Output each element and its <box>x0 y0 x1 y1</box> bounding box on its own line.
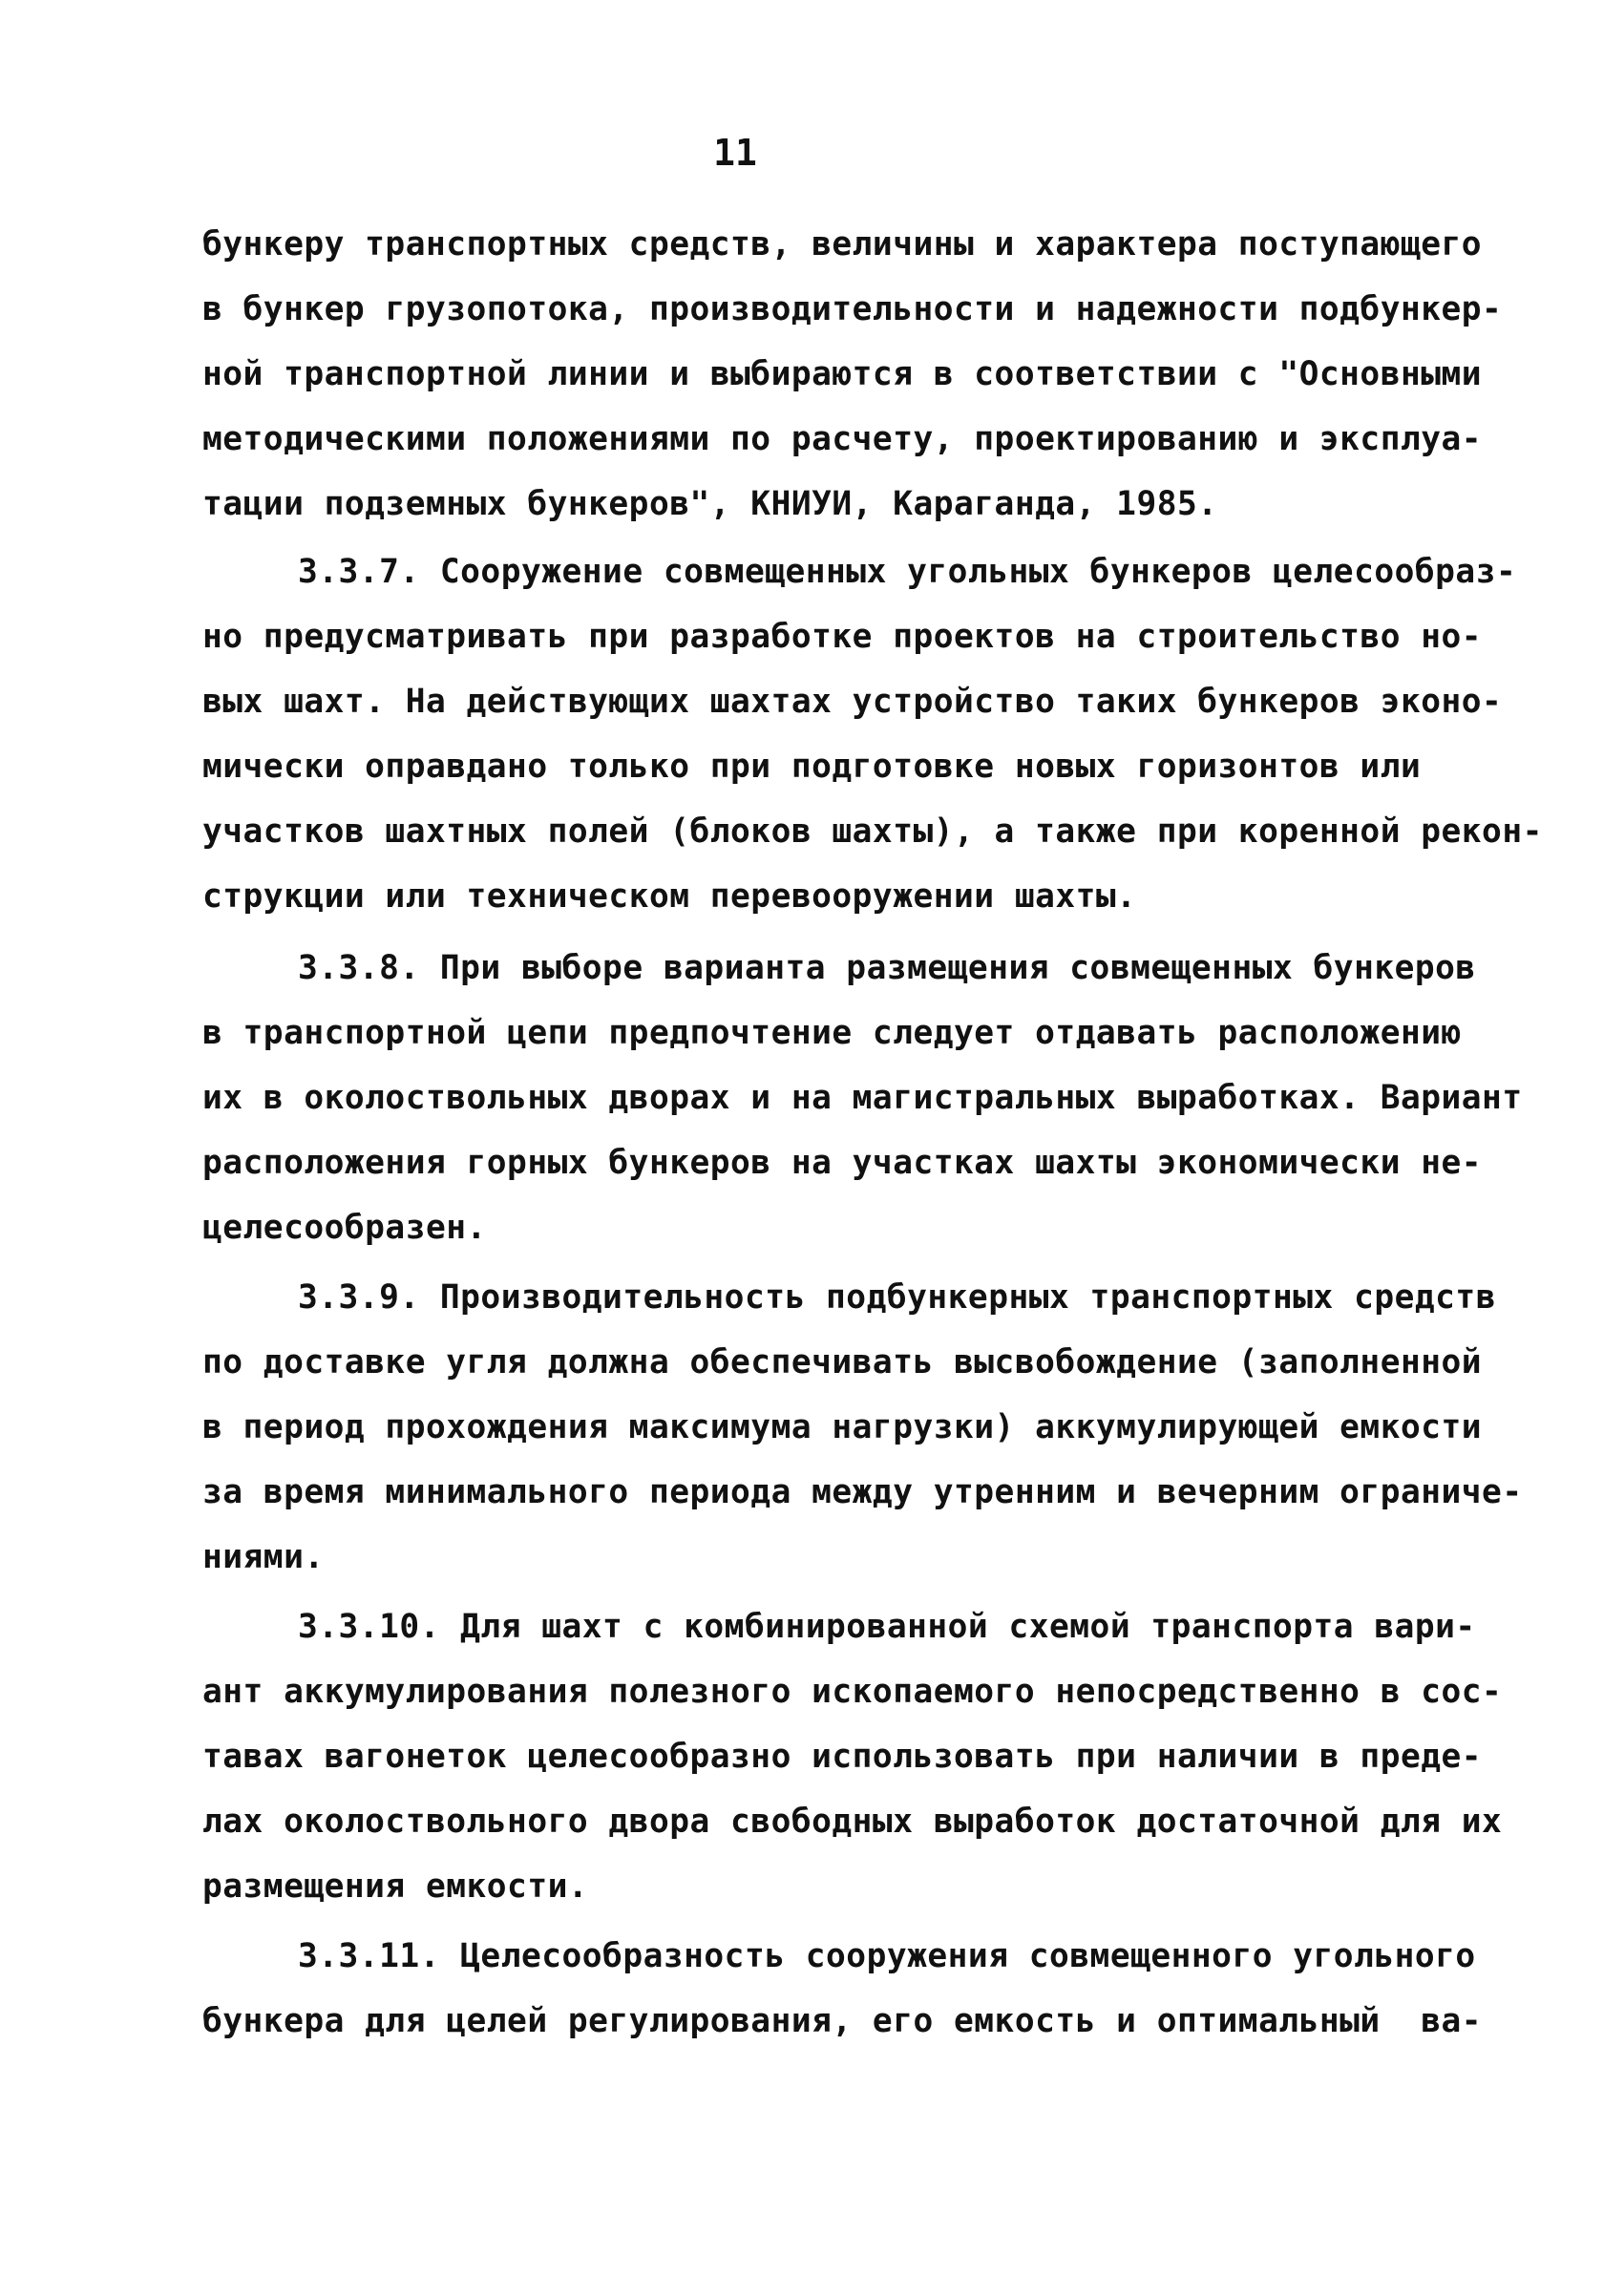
paragraph-3-3-11 <box>202 1924 1501 2054</box>
text-line: бункеру транспортных средств, величины и характера поступающего <box>202 225 1483 264</box>
paragraph-3-3-7 <box>202 539 1543 929</box>
text-line: в период прохождения максимума нагрузки) аккумулирующей емкости <box>202 1408 1483 1446</box>
text-line: 3.3.11. Целесообразность сооружения совмещенного угольного <box>298 1937 1476 1975</box>
text-line: 3.3.8. При выборе варианта размещения совмещенных бункеров <box>298 949 1476 987</box>
text-line: методическими положениями по расчету, проектированию и эксплуа- <box>202 420 1483 458</box>
text-line: 3.3.10. Для шахт с комбинированной схемой транспорта вари- <box>298 1608 1476 1646</box>
text-line: их в околоствольных дворах и на магистральных выработках. Вариант <box>202 1079 1523 1117</box>
text-line: 3.3.7. Сооружение совмещенных угольных бункеров целесообраз- <box>298 553 1517 591</box>
text-line: бункера для целей регулирования, его емкость и оптимальный ва- <box>202 2002 1483 2040</box>
paragraph-3-3-9 <box>202 1265 1523 1590</box>
text-line: вых шахт. На действующих шахтах устройство таких бункеров эконо- <box>202 683 1503 721</box>
text-line: участков шахтных полей (блоков шахты), а также при коренной рекон- <box>202 812 1543 851</box>
text-line: ниями. <box>202 1538 325 1576</box>
text-line: по доставке угля должна обеспечивать высвобождение (заполненной <box>202 1343 1483 1382</box>
text-line: в транспортной цепи предпочтение следует отдавать расположению <box>202 1014 1462 1052</box>
text-line: тавах вагонеток целесообразно использовать при наличии в преде- <box>202 1738 1483 1776</box>
paragraph-continuation <box>202 212 1501 537</box>
text-line: тации подземных бункеров", КНИУИ, Караганда, 1985. <box>202 485 1218 523</box>
text-line: целесообразен. <box>202 1209 487 1247</box>
text-line: за время минимального периода между утренним и вечерним ограниче- <box>202 1473 1523 1511</box>
text-line: 3.3.9. Производительность подбункерных транспортных средств <box>298 1278 1496 1317</box>
text-line: в бункер грузопотока, производительности и надежности подбункер- <box>202 290 1503 328</box>
text-line: размещения емкости. <box>202 1867 589 1906</box>
paragraph-3-3-8 <box>202 936 1523 1260</box>
page-number: 11 <box>713 132 757 174</box>
text-line: но предусматривать при разработке проектов на строительство но- <box>202 618 1483 656</box>
text-line: лах околоствольного двора свободных выработок достаточной для их <box>202 1803 1503 1841</box>
text-line: ной транспортной линии и выбираются в соответствии с "Основными <box>202 355 1483 393</box>
text-line: струкции или техническом перевооружении шахты. <box>202 877 1137 916</box>
text-line: ант аккумулирования полезного ископаемого непосредственно в сос- <box>202 1673 1503 1711</box>
text-line: мически оправдано только при подготовке новых горизонтов или <box>202 748 1422 786</box>
text-line: расположения горных бункеров на участках шахты экономически не- <box>202 1144 1483 1182</box>
paragraph-3-3-10 <box>202 1594 1501 1919</box>
